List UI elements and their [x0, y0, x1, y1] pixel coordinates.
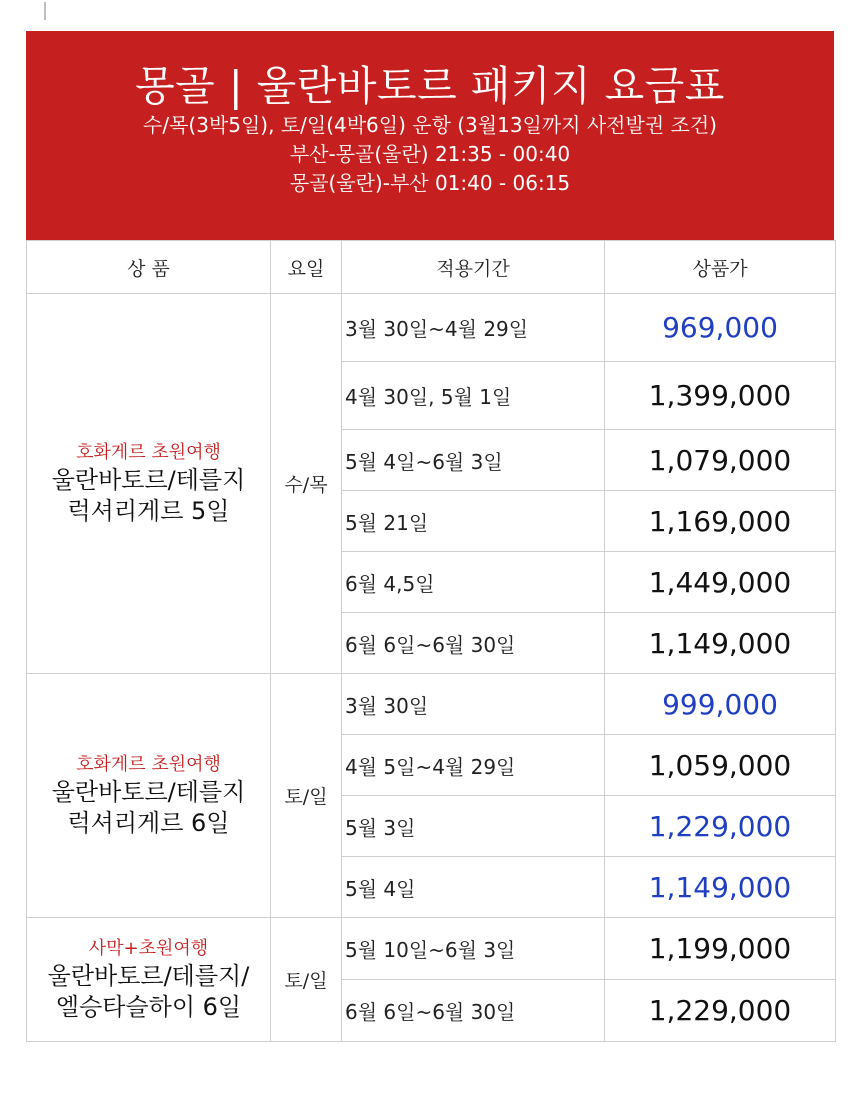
table-row: [27, 294, 836, 362]
product-theme: 호화게르 초원여행: [76, 441, 221, 463]
price-cell: 1,229,000: [605, 796, 836, 857]
top-edge-marker: [44, 2, 46, 20]
product-cell: [27, 294, 271, 674]
table-body: [27, 294, 836, 1042]
column-header-price: 상품가: [605, 241, 836, 294]
price-cell: 1,059,000: [605, 735, 836, 796]
price-cell: 969,000: [605, 294, 836, 362]
price-cell: 1,199,000: [605, 918, 836, 980]
period-cell: 5월 10일~6월 3일: [342, 918, 605, 980]
product-name-line: 울란바토르/테를지: [51, 777, 246, 806]
price-cell: 1,449,000: [605, 552, 836, 613]
period-cell: 6월 4,5일: [342, 552, 605, 613]
column-header-period: 적용기간: [342, 241, 605, 294]
product-cell: [27, 674, 271, 918]
product-name-line: 울란바토르/테를지: [51, 465, 246, 494]
header-banner: [26, 31, 834, 240]
table-row: [27, 674, 836, 735]
period-cell: 5월 21일: [342, 491, 605, 552]
product-name-line: 울란바토르/테를지/: [47, 961, 250, 990]
period-cell: 4월 30일, 5월 1일: [342, 362, 605, 430]
period-cell: 6월 6일~6월 30일: [342, 613, 605, 674]
price-cell: 999,000: [605, 674, 836, 735]
product-theme: 호화게르 초원여행: [76, 753, 221, 775]
column-header-product: 상 품: [27, 241, 271, 294]
period-cell: 5월 4일~6월 3일: [342, 430, 605, 491]
page-title: 몽골 | 울란바토르 패키지 요금표: [135, 62, 725, 110]
table-header-row: [27, 241, 836, 294]
price-cell: 1,079,000: [605, 430, 836, 491]
period-cell: 3월 30일~4월 29일: [342, 294, 605, 362]
product-name-line: 럭셔리게르 5일: [67, 496, 230, 525]
product-name-line: 럭셔리게르 6일: [67, 808, 230, 837]
price-cell: 1,229,000: [605, 980, 836, 1042]
return-flight: 몽골(울란)-부산 01:40 - 06:15: [289, 171, 571, 195]
price-table: [26, 240, 836, 1042]
price-cell: 1,149,000: [605, 857, 836, 918]
price-cell: 1,169,000: [605, 491, 836, 552]
price-cell: 1,399,000: [605, 362, 836, 430]
product-theme: 사막+초원여행: [88, 937, 209, 959]
price-cell: 1,149,000: [605, 613, 836, 674]
outbound-flight: 부산-몽골(울란) 21:35 - 00:40: [289, 142, 571, 166]
period-cell: 6월 6일~6월 30일: [342, 980, 605, 1042]
period-cell: 5월 3일: [342, 796, 605, 857]
period-cell: 3월 30일: [342, 674, 605, 735]
schedule-note: 수/목(3박5일), 토/일(4박6일) 운항 (3월13일까지 사전발권 조건): [143, 113, 717, 137]
departure-days: 토/일: [271, 674, 342, 918]
departure-days: 수/목: [271, 294, 342, 674]
product-cell: [27, 918, 271, 1042]
column-header-day: 요일: [271, 241, 342, 294]
departure-days: 토/일: [271, 918, 342, 1042]
table-row: [27, 918, 836, 980]
product-name-line: 엘승타슬하이 6일: [55, 992, 242, 1021]
period-cell: 4월 5일~4월 29일: [342, 735, 605, 796]
period-cell: 5월 4일: [342, 857, 605, 918]
